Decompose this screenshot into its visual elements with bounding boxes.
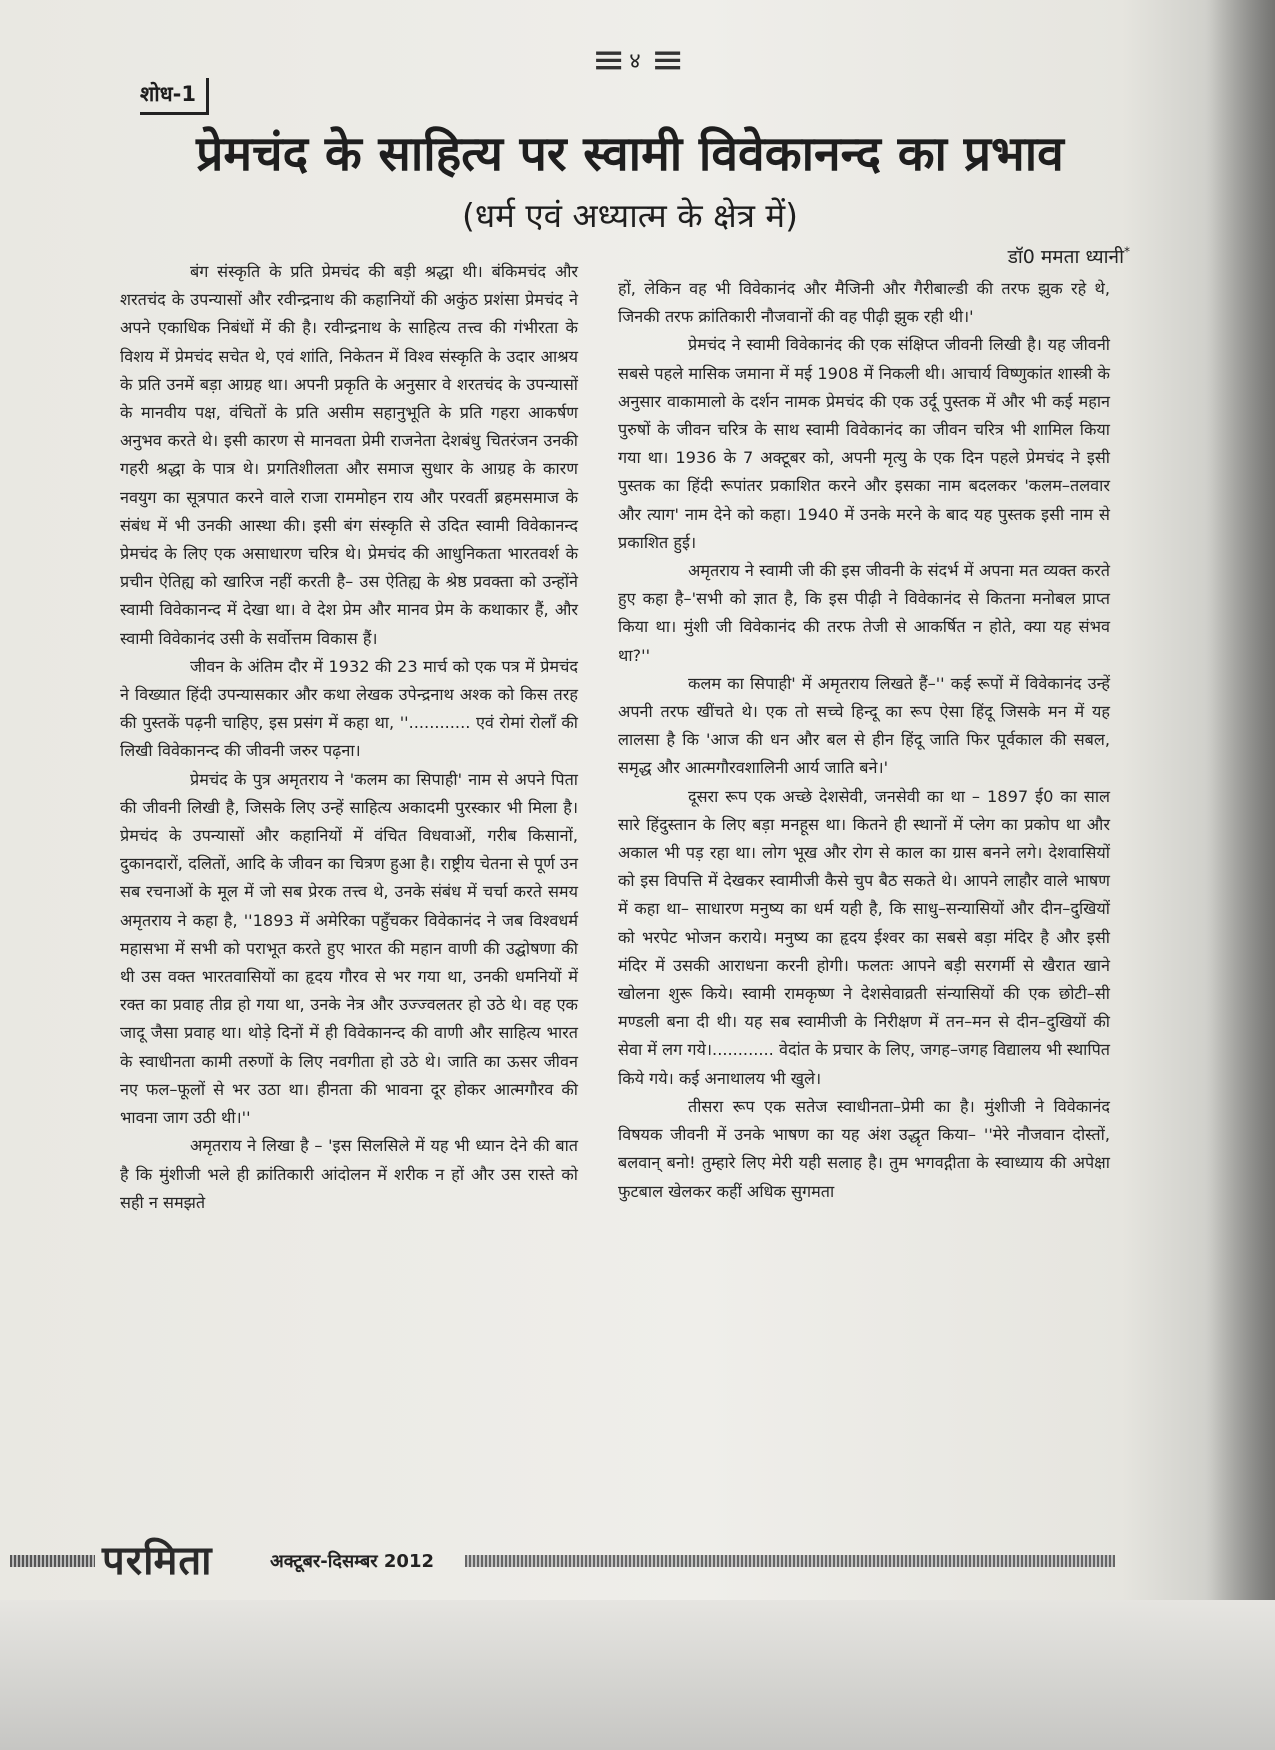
paragraph: तीसरा रूप एक सतेज स्वाधीनता–प्रेमी का है। मुंशीजी ने विवेकानंद विषयक जीवनी में उनके भाषण का यह अंश उद्धृत किया– ''मेरे नौजवान दोस्तों, बलवान् बनो! तुम्हारे लिए मेरी यही सलाह है। तुम भगवद्गीता के स्वाध्याय की अपेक्षा फुटबाल खेलकर कहीं अधिक सुगमता (618, 1096, 1110, 1201)
page-number-ornament (545, 30, 725, 90)
page-number: ४ (629, 49, 641, 74)
page-footer (10, 1535, 1120, 1587)
section-label: शोध-1 (140, 78, 209, 115)
paragraph: प्रेमचंद ने स्वामी विवेकानंद की एक संक्षिप्त जीवनी लिखी है। यह जीवनी सबसे पहले मासिक जमाना में मई 1908 में निकली थी। आचार्य विष्णुकांत शास्त्री के अनुसार वाकामालो के दर्शन नामक प्रेमचंद की एक उर्दू पुस्तक में और भी कई महान पुरुषों के जीवन चरित्र के साथ स्वामी विवेकानंद का जीवन चरित्र भी शामिल किया गया था। 1936 के 7 अक्टूबर को, अपनी मृत्यु के एक दिन पहले प्रेमचंद ने इसी पुस्तक का हिंदी रूपांतर प्रकाशित करने और इसका नाम बदलकर 'कलम–तलवार और त्याग' नाम देने को कहा। 1940 में उनके मरने के बाद यह पुस्तक इसी नाम से प्रकाशित हुई। (618, 335, 1110, 552)
ornament-left-icon: ≡ (591, 37, 620, 83)
page-binding-shadow (1205, 0, 1275, 1750)
author-byline (930, 243, 1130, 269)
article-title: प्रेमचंद के साहित्य पर स्वामी विवेकानन्द का प्रभाव (196, 126, 1064, 182)
paragraph: प्रेमचंद के पुत्र अमृतराय ने 'कलम का सिपाही' नाम से अपने पिता की जीवनी लिखी है, जिसके लिए उन्हें साहित्य अकादमी पुरस्कार भी मिला है। प्रेमचंद के उपन्यासों और कहानियों में वंचित विधवाओं, गरीब किसानों, दुकानदारों, दलितों, आदि के जीवन का चित्रण हुआ है। राष्ट्रीय चेतना से पूर्ण उन सब रचनाओं के मूल में जो सब प्रेरक तत्त्व थे, उनके संबंध में चर्चा करते समय अमृतराय ने कहा है, ''1893 में अमेरिका पहुँचकर विवेकानंद ने जब विश्वधर्म महासभा में सभी को पराभूत करते हुए भारत की महान वाणी की उद्घोषणा की थी उस वक्त भारतवासियों का हृदय गौरव से भर गया था, उनकी धमनियों में रक्त का प्रवाह तीव्र हो गया था, उनके नेत्र और उज्ज्वलतर हो उठे थे। वह एक जादू जैसा प्रवाह था। थोड़े दिनों में ही विवेकानन्द की वाणी और साहित्य भारत के स्वाधीनता कामी तरुणों के लिए नवगीता हो उठे थे। जाति का ऊसर जीवन नए फल–फूलों से भर उठा था। हीनता की भावना दूर होकर आत्मगौरव की भावना जाग उठी थी।'' (120, 769, 578, 1128)
paragraph: जीवन के अंतिम दौर में 1932 की 23 मार्च को एक पत्र में प्रेमचंद ने विख्यात हिंदी उपन्यासकार और कथा लेखक उपेन्द्रनाथ अश्क को किस तरह की पुस्तकें पढ़नी चाहिए, इस प्रसंग में कहा था, ''............ एवं रोमां रोलाँ की लिखी विवेकानन्द की जीवनी जरुर पढ़ना। (120, 656, 578, 761)
paragraph: दूसरा रूप एक अच्छे देशसेवी, जनसेवी का था – 1897 ई0 का साल सारे हिंदुस्तान के लिए बड़ा मनहूस था। कितने ही स्थानों में प्लेग का प्रकोप था और अकाल भी पड़ रहा था। लोग भूख और रोग से काल का ग्रास बनने लगे। देशवासियों को इस विपत्ति में देखकर स्वामीजी कैसे चुप बैठ सकते थे। आपने लाहौर वाले भाषण में कहा था– साधारण मनुष्य का धर्म यही है, कि साधु–सन्यासियों और दीन–दुखियों को भरपेट भोजन कराये। मनुष्य का हृदय ईश्वर का सबसे बड़ा मंदिर है और इसी मंदिर में उसकी आराधना करनी होगी। फलतः आपने बड़ी सरगर्मी से खैरात खाने खोलना शुरू किये। स्वामी रामकृष्ण ने देशसेवाव्रती संन्यासियों की एक छोटी–सी मण्डली बना दी थी। यह सब स्वामीजी के निरीक्षण में तन–मन से दीन–दुखियों की सेवा में लग गये।............ वेदांत के प्रचार के लिए, जगह–जगह विद्यालय भी स्थापित किये गये। कई अनाथालय भी खुले। (618, 786, 1110, 1088)
paragraph: हों, लेकिन वह भी विवेकानंद और मैजिनी और गैरीबाल्डी की तरफ झुक रहे थे, जिनकी तरफ क्रांतिकारी नौजवानों की वह पीढ़ी झुक रही थी।' (618, 279, 1110, 327)
page-bottom-margin (0, 1600, 1275, 1750)
paragraph: कलम का सिपाही' में अमृतराय लिखते हैं–'' कई रूपों में विवेकानंद उन्हें अपनी तरफ खींचते थे। एक तो सच्चे हिन्दू का रूप ऐसा हिंदू जिसके मन में यह लालसा है कि 'आज की धन और बल से हीन हिंदू जाति फिर पूर्वकाल की सबल, समृद्ध और आत्मगौरवशालिनी आर्य जाति बने।' (618, 673, 1110, 778)
author-footnote-mark: * (1124, 244, 1130, 259)
left-column (120, 258, 578, 1217)
paragraph: अमृतराय ने स्वामी जी की इस जीवनी के संदर्भ में अपना मत व्यक्त करते हुए कहा है–'सभी को ज्ञात है, कि इस पीढ़ी ने विवेकानंद से कितना मनोबल प्राप्त किया था। मुंशी जी विवेकानंद की तरफ तेजी से आकर्षित न होते, क्या यह संभव था?'' (618, 561, 1110, 665)
magazine-logo: परमिता (102, 1538, 213, 1584)
paragraph: बंग संस्कृति के प्रति प्रेमचंद की बड़ी श्रद्धा थी। बंकिमचंद और शरतचंद के उपन्यासों और रवीन्द्रनाथ की कहानियों की अकुंठ प्रशंसा प्रेमचंद ने अपने एकाधिक निबंधों में की है। रवीन्द्रनाथ के साहित्य तत्त्व की गंभीरता के विशय में प्रेमचंद सचेत थे, एवं शांति, निकेतन में विश्व संस्कृति के उदार आश्रय के प्रति उनमें बड़ा आग्रह था। अपनी प्रकृति के अनुसार वे शरतचंद के उपन्यासों के मानवीय पक्ष, वंचितों के प्रति असीम सहानुभूति के प्रति गहरा आकर्षण अनुभव करते थे। इसी कारण से मानवता प्रेमी राजनेता देशबंधु चितरंजन उनकी गहरी श्रद्धा के पात्र थे। प्रगतिशीलता और समाज सुधार के आग्रह के कारण नवयुग का सूत्रपात करने वाले राजा राममोहन राय और परवर्ती ब्रहमसमाज के संबंध में भी उनकी आस्था की। इसी बंग संस्कृति से उदित स्वामी विवेकानन्द प्रेमचंद के लिए एक असाधारण चरित्र थे। प्रेमचंद की आधुनिकता भारतवर्श के प्रचीन ऐतिह्य को खारिज नहीं करती है– उस ऐतिह्य के श्रेष्ठ प्रवक्ता को उन्होंने स्वामी विवेकानन्द में देखा था। वे देश प्रेम और मानव प्रेम के कथाकार हैं, और स्वामी विवेकानंद उसी के सर्वोत्तम विकास हैं। (120, 262, 578, 648)
footer-rule-right (465, 1555, 1115, 1567)
article-subtitle: (धर्म एवं अध्यात्म के क्षेत्र में) (461, 196, 799, 235)
ornament-right-icon: ≡ (650, 37, 679, 83)
author-name: डॉ0 ममता ध्यानी (1007, 246, 1124, 268)
footer-rule-left (10, 1555, 95, 1567)
issue-date: अक्टूबर-दिसम्बर 2012 (270, 1551, 434, 1572)
paragraph: अमृतराय ने लिखा है – 'इस सिलसिले में यह भी ध्यान देने की बात है कि मुंशीजी भले ही क्रांतिकारी आंदोलन में शरीक न हों और उस रास्ते को सही न समझते (120, 1136, 578, 1212)
right-column (618, 275, 1110, 1206)
